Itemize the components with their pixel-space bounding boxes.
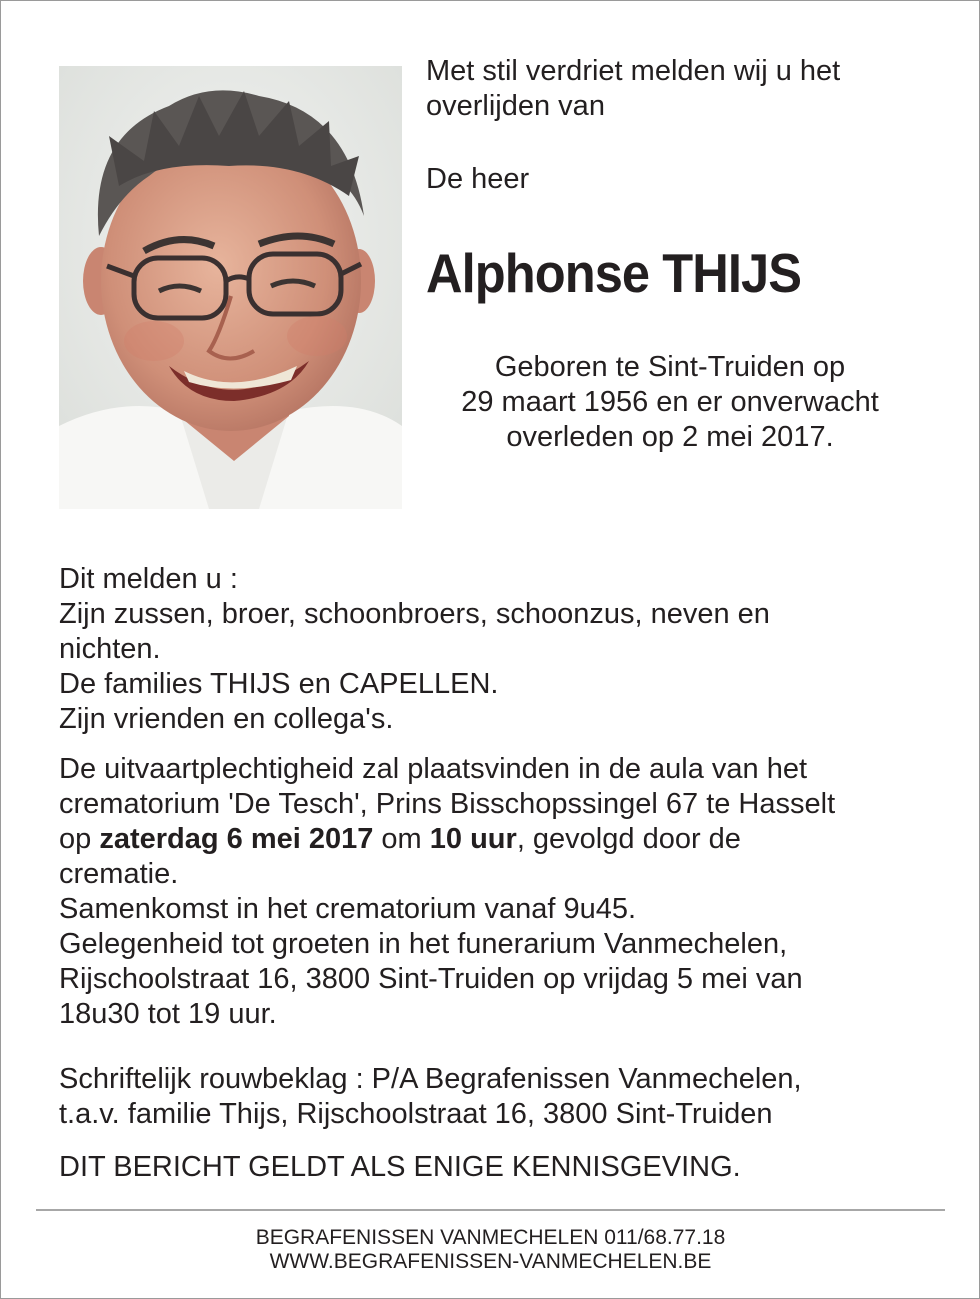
announced-by-line-3: De families THIJS en CAPELLEN.: [59, 668, 499, 700]
portrait-photo: [59, 66, 402, 509]
intro-text: [426, 54, 946, 124]
birth-line-2: 29 maart 1956 en er onverwacht: [461, 386, 879, 418]
ceremony-line-7: Rijschoolstraat 16, 3800 Sint-Truiden op vrijdag 5 mei van: [59, 963, 803, 995]
announcement-body: [59, 562, 939, 1185]
birth-details: [420, 350, 920, 455]
ceremony-time: 10 uur: [429, 823, 517, 855]
deceased-name: Alphonse THIJS: [426, 242, 802, 304]
birth-line-1: Geboren te Sint-Truiden op: [494, 351, 846, 383]
official-notice: DIT BERICHT GELDT ALS ENIGE KENNISGEVING.: [59, 1151, 741, 1183]
ceremony-line-6: Gelegenheid tot groeten in het funerarium Vanmechelen,: [59, 928, 788, 960]
condolences-line-1: Schriftelijk rouwbeklag : P/A Begrafenissen Vanmechelen,: [59, 1063, 802, 1095]
ceremony-line-4: crematie.: [59, 858, 179, 890]
ceremony-line-1: De uitvaartplechtigheid zal plaatsvinden in de aula van het: [59, 753, 808, 785]
intro-line-2: overlijden van: [426, 90, 605, 122]
birth-line-3: overleden op 2 mei 2017.: [506, 421, 834, 453]
footer-website: WWW.BEGRAFENISSEN-VANMECHELEN.BE: [269, 1250, 712, 1273]
footer: [36, 1226, 945, 1274]
ceremony-line-5: Samenkomst in het crematorium vanaf 9u45.: [59, 893, 637, 925]
ceremony-section: [59, 752, 939, 1032]
announced-by-line-4: Zijn vrienden en collega's.: [59, 703, 394, 735]
footer-company-phone: BEGRAFENISSEN VANMECHELEN 011/68.77.18: [255, 1226, 726, 1249]
ceremony-line-8: 18u30 tot 19 uur.: [59, 998, 277, 1030]
announced-by-line-2: nichten.: [59, 633, 161, 665]
announced-by-line-1: Zijn zussen, broer, schoonbroers, schoonzus, neven en: [59, 598, 770, 630]
ceremony-suffix: , gevolgd door de: [516, 823, 741, 855]
salutation: De heer: [426, 163, 530, 195]
announced-by-section: [59, 562, 939, 737]
condolences-line-2: t.a.v. familie Thijs, Rijschoolstraat 16, 3800 Sint-Truiden: [59, 1098, 773, 1130]
announced-by-heading: Dit melden u :: [59, 563, 238, 595]
ceremony-date: zaterdag 6 mei 2017: [99, 823, 374, 855]
condolences-section: [59, 1062, 939, 1132]
ceremony-mid: om: [373, 823, 430, 855]
ceremony-line-2: crematorium 'De Tesch', Prins Bisschopssingel 67 te Hasselt: [59, 788, 836, 820]
ceremony-line-3: [59, 822, 939, 857]
intro-line-1: Met stil verdriet melden wij u het: [426, 55, 841, 87]
ceremony-prefix: op: [59, 823, 100, 855]
footer-divider: [36, 1209, 945, 1211]
